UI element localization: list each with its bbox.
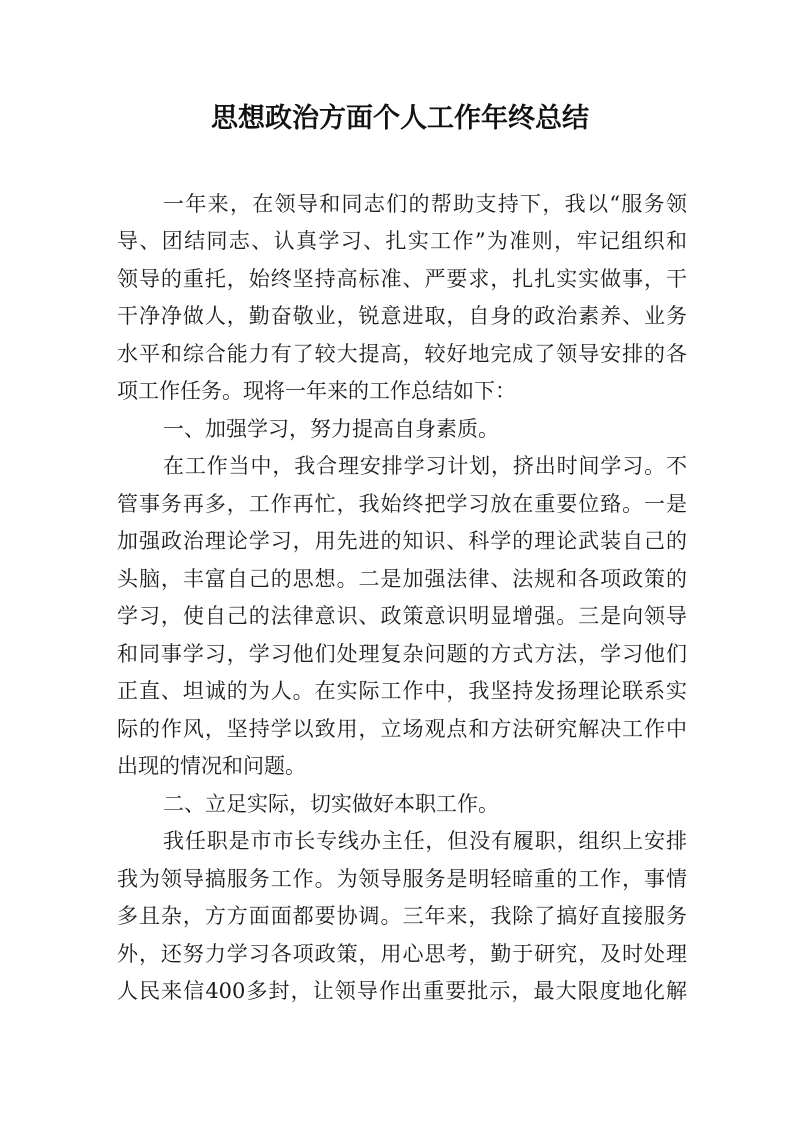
section-heading: 二、立足实际，切实做好本职工作。	[163, 792, 499, 816]
paragraph-line: 我任职是市市长专线办主任，但没有履职，组织上安排	[163, 829, 687, 853]
document-title: 思想政治方面个人工作年终总结	[211, 103, 589, 134]
paragraph-line: 出现的情况和问题。	[117, 754, 306, 778]
paragraph-line: 一年来，在领导和同志们的帮助支持下，我以“服务领	[163, 192, 687, 216]
paragraph-line: 导、团结同志、认真学习、扎实工作”为准则，牢记组织和	[117, 229, 687, 253]
section-heading: 一、加强学习，努力提高自身素质。	[163, 417, 499, 441]
paragraph-line: 学习，使自己的法律意识、政策意识明显增强。三是向领导	[117, 604, 687, 628]
paragraph-line: 干净净做人，勤奋敬业，锐意进取，自身的政治素养、业务	[117, 304, 687, 328]
paragraph-line: 在工作当中，我合理安排学习计划，挤出时间学习。不	[163, 454, 687, 478]
paragraph-line: 项工作任务。现将一年来的工作总结如下：	[117, 379, 516, 403]
paragraph-line: 水平和综合能力有了较大提高，较好地完成了领导安排的各	[117, 342, 687, 366]
paragraph-line: 正直、坦诚的为人。在实际工作中，我坚持发扬理论联系实	[117, 679, 687, 703]
paragraph-line: 领导的重托，始终坚持高标准、严要求，扎扎实实做事，干	[117, 267, 687, 291]
paragraph-line: 管事务再多，工作再忙，我始终把学习放在重要位臵。一是	[117, 492, 687, 516]
paragraph-line: 头脑，丰富自己的思想。二是加强法律、法规和各项政策的	[117, 567, 687, 591]
paragraph-line: 我为领导搞服务工作。为领导服务是明轻暗重的工作，事情	[117, 867, 687, 891]
paragraph-line: 多且杂，方方面面都要协调。三年来，我除了搞好直接服务	[117, 904, 687, 928]
paragraph-line: 加强政治理论学习，用先进的知识、科学的理论武装自己的	[117, 529, 687, 553]
paragraph-line: 人民来信400多封，让领导作出重要批示，最大限度地化解	[117, 979, 687, 1003]
paragraph-line: 外，还努力学习各项政策，用心思考，勤于研究，及时处理	[117, 942, 687, 966]
paragraph-line: 际的作风，坚持学以致用，立场观点和方法研究解决工作中	[117, 717, 687, 741]
paragraph-line: 和同事学习，学习他们处理复杂问题的方式方法，学习他们	[117, 642, 687, 666]
